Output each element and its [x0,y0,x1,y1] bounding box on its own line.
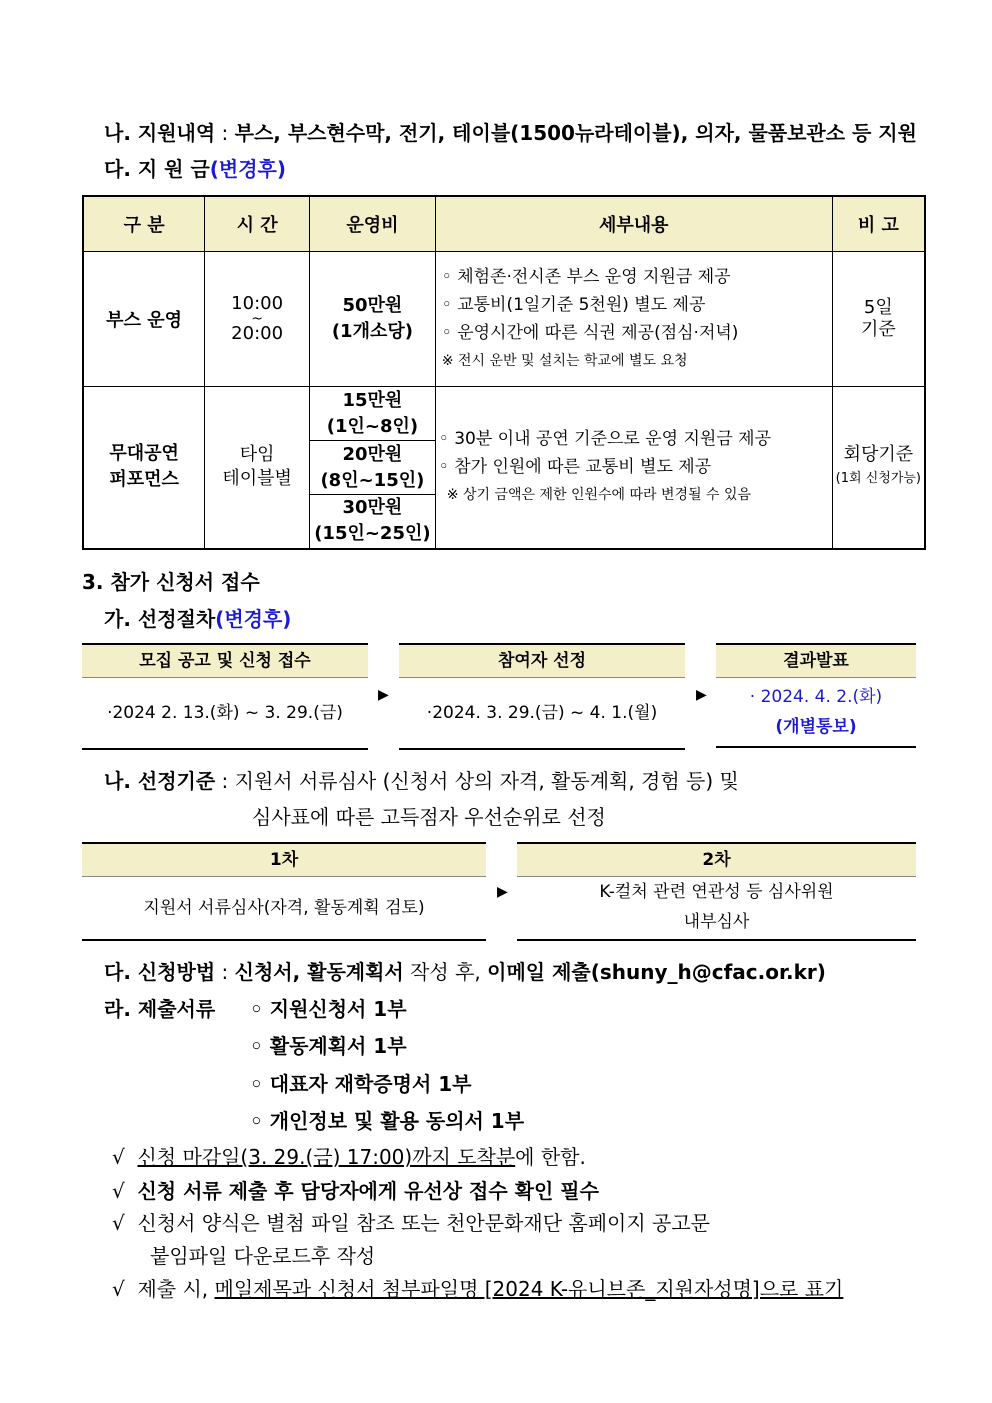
stage-cost-people: (1인~8인) [326,415,419,437]
stage-cost-amount: 20만원 [342,443,403,465]
booth-detail-item: ◦ 체험존·전시존 부스 운영 지원금 제공 [441,267,731,287]
booth-cost-unit: (1개소당) [331,321,413,342]
flow-step-body: ·2024 2. 13.(화) ~ 3. 29.(금) [82,678,368,750]
booth-remark-basis: 기준 [860,319,896,340]
form-note-text: 신청서 양식은 별첨 파일 참조 또는 천안문화재단 홈페이지 공고문 [137,1211,710,1235]
review-stage-body: 지원서 서류심사(자격, 활동계획 검토) [82,877,486,941]
arrow-right-icon: ▶ [378,687,389,703]
table-row-booth [83,252,925,387]
support-table [82,195,926,550]
booth-detail-item: ◦ 운영시간에 따른 식권 제공(점심·저녁) [441,323,739,343]
changed-tag: (변경후) [215,607,292,631]
naming-note-text: 메일제목과 신청서 첨부파일명 [2024 K-유니브존_지원자성명]으로 표기 [214,1277,844,1301]
support-items-line [104,117,917,146]
flow-step-head: 결과발표 [716,643,916,678]
booth-details [435,252,832,387]
selection-process-label: 가. 선정절차 [104,607,216,631]
check-note [112,1207,710,1236]
stage-category-line: 퍼포먼스 [109,469,179,491]
support-fund-label: 다. 지 원 금 [104,157,210,181]
stage-cost-tier [310,387,436,441]
stage-cost-people: (15인~25인) [314,523,431,545]
booth-time [205,252,310,387]
arrow-right-icon: ▶ [696,687,707,703]
application-docs: 신청서, 활동계획서 [234,960,404,984]
flow-step-date: · 2024. 4. 2.(화) [749,687,883,707]
stage-time-line: 타임 [239,444,275,466]
booth-remark [832,252,925,387]
stage-note: ※ 상기 금액은 제한 인원수에 따라 변경될 수 있음 [446,487,752,504]
header-cost: 운영비 [310,196,436,252]
booth-cost [310,252,436,387]
stage-cost-tier [310,495,436,549]
stage-detail-item: ◦ 참가 인원에 따른 교통비 별도 제공 [438,457,712,478]
booth-time-tilde: ~ [251,311,263,327]
check-icon: √ [112,1211,125,1235]
stage-remark-limit: (1회 신청가능) [835,471,922,487]
support-items-label: 나. 지원내역 [104,121,216,145]
table-row-stage [83,387,925,441]
deadline-rest: 에 한함. [515,1145,586,1169]
section-3-title: 3. 참가 신청서 접수 [82,570,260,594]
support-items-sep: : [215,121,235,145]
booth-cost-amount: 50만원 [342,295,403,316]
check-icon: √ [112,1277,125,1301]
confirm-call-text: 신청 서류 제출 후 담당자에게 유선상 접수 확인 필수 [137,1179,599,1203]
check-note [112,1273,843,1302]
stage-category-line: 무대공연 [109,443,179,465]
application-email: 이메일 제출(shuny_h@cfac.or.kr) [487,960,826,984]
support-items-text: 부스, 부스현수막, 전기, 테이블(1500뉴라테이블), 의자, 물품보관소 등 지원 [234,121,917,145]
stage-cost-amount: 15만원 [342,389,403,411]
check-note [112,1141,586,1170]
check-note [112,1175,599,1204]
application-method-label: 다. 신청방법 [104,960,216,984]
naming-note-pre: 제출 시, [137,1277,215,1301]
header-remark: 비 고 [832,196,925,252]
support-fund-heading [104,153,286,182]
stage-cost-amount: 30만원 [342,497,403,519]
flow-step-body: ·2024. 3. 29.(금) ~ 4. 1.(월) [399,678,685,750]
arrow-right-icon: ▶ [497,884,508,900]
flow-step-head: 참여자 선정 [399,643,685,678]
check-icon: √ [112,1145,125,1169]
header-time: 시 간 [205,196,310,252]
booth-category: 부스 운영 [83,252,205,387]
stage-cost-people: (8인~15인) [320,469,425,491]
flow-step-head: 모집 공고 및 신청 접수 [82,643,368,678]
booth-note: ※ 전시 운반 및 설치는 학교에 별도 요청 [441,353,688,369]
stage-category [83,387,205,549]
stage-remark-basis: 회당기준 [843,444,914,466]
submission-docs-label: 라. 제출서류 [104,997,216,1021]
table-header-row [83,196,925,252]
stage-cost-tier [310,441,436,495]
application-method-mid: 작성 후, [403,960,488,984]
selection-criteria-line [104,765,739,794]
flow-step-body [716,678,916,748]
booth-detail-item: ◦ 교통비(1일기준 5천원) 별도 제공 [441,295,706,315]
stage-details [435,387,832,549]
submission-doc-item: ◦ 대표자 재학증명서 1부 [250,1072,472,1096]
booth-time-start: 10:00 [231,293,284,314]
review-stage-text: 내부심사 [683,912,750,932]
stage-time-line: 테이블별 [222,468,292,490]
application-method-line [104,956,826,985]
selection-criteria-text-cont: 심사표에 따른 고득점자 우선순위로 선정 [252,805,606,829]
booth-time-end: 20:00 [231,323,284,344]
booth-remark-days: 5일 [863,297,893,318]
review-stage-body [517,877,916,941]
header-category: 구 분 [83,196,205,252]
selection-process-heading [104,603,291,632]
selection-criteria-sep: : [215,769,235,793]
stage-remark [832,387,925,549]
review-stage-head: 2차 [517,842,916,877]
review-stage-text: K-컬처 관련 연관성 등 심사위원 [599,882,834,902]
review-stage-head: 1차 [82,842,486,877]
check-icon: √ [112,1179,125,1203]
selection-criteria-label: 나. 선정기준 [104,769,216,793]
submission-doc-item: ◦ 활동계획서 1부 [250,1034,407,1058]
stage-detail-item: ◦ 30분 이내 공연 기준으로 운영 지원금 제공 [438,429,772,450]
changed-tag: (변경후) [209,157,287,181]
form-note-text-cont: 붙임파일 다운로드후 작성 [150,1244,376,1268]
header-details: 세부내용 [435,196,832,252]
submission-doc-item: ◦ 지원신청서 1부 [250,997,407,1021]
stage-time [205,387,310,549]
flow-step-note: (개별통보) [775,717,857,737]
deadline-text: 신청 마감일(3. 29.(금) 17:00)까지 도착분 [137,1145,516,1169]
selection-criteria-text: 지원서 서류심사 (신청서 상의 자격, 활동계획, 경험 등) 및 [234,769,739,793]
application-method-sep: : [215,960,235,984]
submission-doc-item: ◦ 개인정보 및 활용 동의서 1부 [250,1109,525,1133]
